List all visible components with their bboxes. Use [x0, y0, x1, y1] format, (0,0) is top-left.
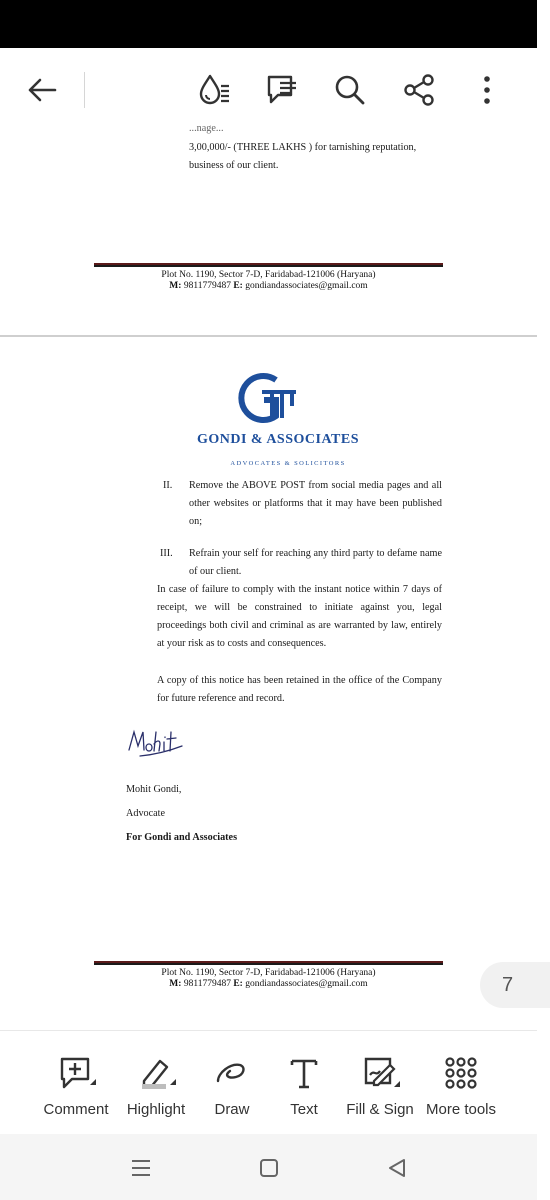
page-number: 7: [502, 973, 514, 996]
draw-tool[interactable]: [204, 1031, 260, 1135]
prev-footer-address: Plot No. 1190, Sector 7-D, Faridabad-121006 (Haryana): [161, 270, 376, 280]
home-icon: [259, 1158, 279, 1178]
more-button[interactable]: [465, 68, 509, 112]
arrow-left-icon: [27, 78, 57, 102]
share-button[interactable]: [397, 68, 441, 112]
item-iii-number: III.: [160, 548, 173, 559]
draw-tool-label: Draw: [214, 1101, 250, 1118]
footer-rule: [94, 961, 443, 965]
more-tools[interactable]: [424, 1031, 498, 1135]
fill-sign-tool-label: Fill & Sign: [346, 1101, 414, 1118]
signature-icon: [126, 726, 190, 760]
grid-icon: [444, 1056, 478, 1090]
prev-footer-rule: [94, 263, 443, 267]
read-mode-icon: [197, 73, 233, 107]
comment-list-icon: [265, 73, 301, 107]
prev-line-2: business of our client.: [189, 160, 279, 171]
page-separator: [0, 335, 537, 337]
read-mode-button[interactable]: [193, 68, 237, 112]
prev-footer-contact: M: 9811779487 E: gondiandassociates@gmail.com: [169, 281, 368, 291]
highlight-tool-label: Highlight: [126, 1101, 186, 1118]
system-back-button[interactable]: [374, 1148, 420, 1188]
item-ii-number: II.: [163, 480, 173, 491]
failure-paragraph: In case of failure to comply with the instant notice within 7 days of receipt, we will be constrained to initiate against you, legal proceedings both civil and criminal as are warranted by law, entirely at your risk as to costs and consequences.: [157, 584, 442, 649]
text-icon: [284, 1053, 324, 1093]
highlight-tool[interactable]: [120, 1031, 192, 1135]
highlighter-icon: [136, 1053, 176, 1093]
status-bar: [0, 0, 537, 48]
share-icon: [402, 73, 436, 107]
toolbar-divider: [84, 72, 85, 108]
more-vertical-icon: [483, 75, 491, 105]
fill-sign-tool[interactable]: [344, 1031, 416, 1135]
footer-address: Plot No. 1190, Sector 7-D, Faridabad-121006 (Haryana): [161, 968, 376, 978]
logo-mark-icon: [236, 372, 300, 424]
search-icon: [334, 74, 366, 106]
search-button[interactable]: [328, 68, 372, 112]
recents-icon: [130, 1158, 152, 1178]
signer-title: Advocate: [126, 808, 166, 819]
bottom-toolbar: [0, 1030, 537, 1135]
firm-name: GONDI & ASSOCIATES: [196, 432, 359, 447]
page-number-badge[interactable]: [480, 962, 550, 1008]
prev-line-1: 3,00,000/- (THREE LAKHS ) for tarnishing reputation,: [189, 142, 417, 153]
signer-firm: For Gondi and Associates: [126, 832, 238, 843]
comment-add-icon: [56, 1053, 96, 1093]
footer-contact: M: 9811779487 E: gondiandassociates@gmail.com: [169, 979, 368, 989]
comment-tool[interactable]: [38, 1031, 114, 1135]
item-iii-text: Refrain your self for reaching any third party to defame name of our client.: [189, 548, 442, 577]
signer-name: Mohit Gondi,: [126, 784, 182, 795]
text-tool-label: Text: [290, 1101, 318, 1118]
fill-sign-icon: [360, 1053, 400, 1093]
back-button[interactable]: [20, 68, 64, 112]
comments-button[interactable]: [261, 68, 305, 112]
home-button[interactable]: [246, 1148, 292, 1188]
comment-tool-label: Comment: [43, 1101, 109, 1118]
recents-button[interactable]: [118, 1148, 164, 1188]
more-tools-label: More tools: [425, 1101, 497, 1118]
firm-logo: [236, 372, 300, 424]
copy-paragraph: A copy of this notice has been retained in the office of the Company for future reference and record.: [157, 675, 442, 704]
partial-line: ...nage...: [189, 123, 224, 134]
signature: [126, 726, 190, 760]
item-ii-text: Remove the ABOVE POST from social media pages and all other websites or platforms that it may have been published on;: [189, 480, 442, 527]
firm-tagline: ADVOCATES & SOLICITORS: [230, 460, 346, 467]
system-nav-bar: [0, 1134, 537, 1200]
text-tool[interactable]: [276, 1031, 332, 1135]
draw-icon: [212, 1053, 252, 1093]
document-viewport[interactable]: [0, 123, 537, 1030]
back-triangle-icon: [387, 1158, 407, 1178]
